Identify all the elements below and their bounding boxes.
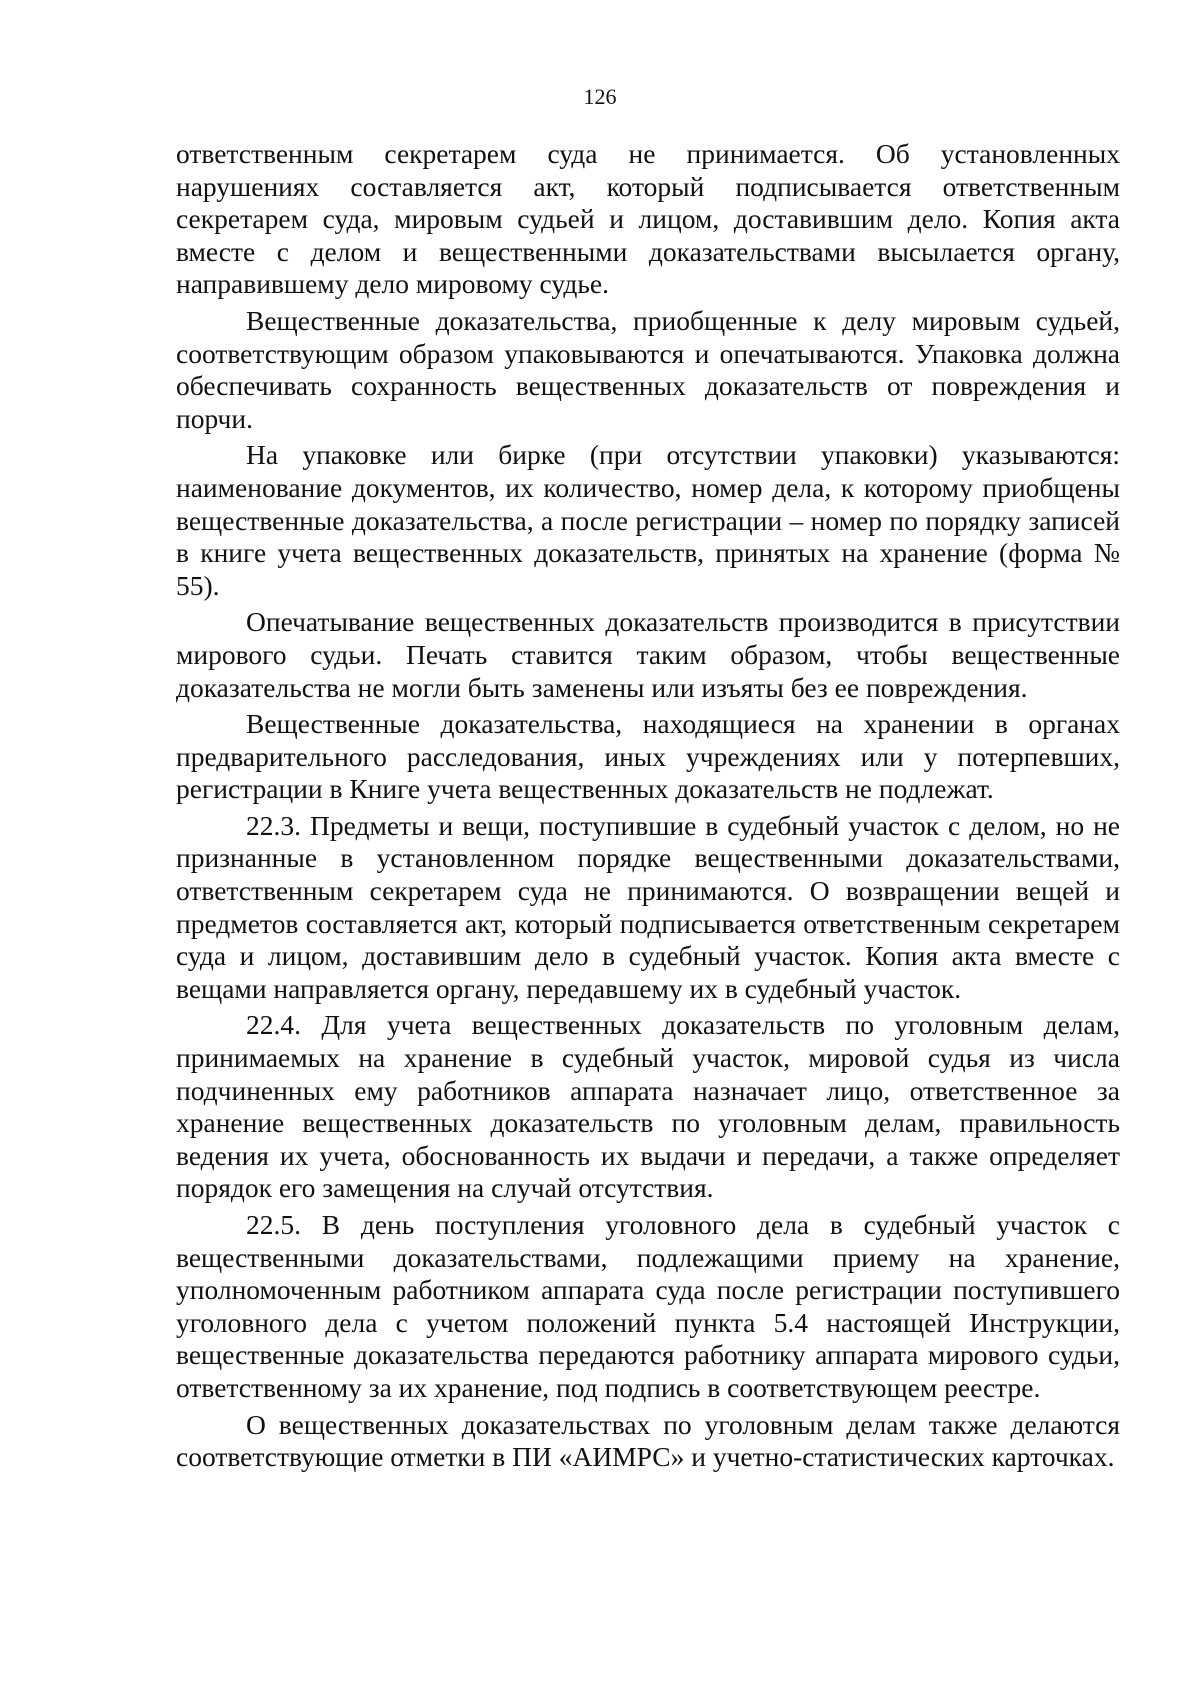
paragraph-3: На упаковке или бирке (при отсутствии упаковки) указываются: наименование документов, их количество, номер дела, к которому приобщены вещественные доказательства, а после регистрации – номер по порядку записей в книге учета вещественных доказательств, принятых на хранение (форма № 55).: [176, 439, 1120, 601]
paragraph-2: Вещественные доказательства, приобщенные к делу мировым судьей, соответствующим образом упаковываются и опечатываются. Упаковка должна обеспечивать сохранность вещественных доказательств от повреждения и порчи.: [176, 304, 1120, 434]
paragraph-4: Опечатывание вещественных доказательств производится в присутствии мирового судьи. Печать ставится таким образом, чтобы вещественные доказательства не могли быть заменены или изъяты без ее повреждения.: [176, 606, 1120, 703]
paragraph-8: 22.5. В день поступления уголовного дела в судебный участок с вещественными доказательствами, подлежащими приему на хранение, уполномоченным работником аппарата суда после регистрации поступившего уголовного дела с учетом положений пункта 5.4 настоящей Инструкции, вещественные доказательства передаются работнику аппарата мирового судьи, ответственному за их хранение, под подпись в соответствующем реестре.: [176, 1209, 1120, 1403]
paragraph-6: 22.3. Предметы и вещи, поступившие в судебный участок с делом, но не признанные в установленном порядке вещественными доказательствами, ответственным секретарем суда не принимаются. О возвращении вещей и предметов составляется акт, который подписывается ответственным секретарем суда и лицом, доставившим дело в судебный участок. Копия акта вместе с вещами направляется органу, передавшему их в судебный участок.: [176, 809, 1120, 1004]
page-number: 126: [583, 84, 617, 109]
paragraph-9: О вещественных доказательствах по уголовным делам также делаются соответствующие отметки в ПИ «АИМРС» и учетно-статистических карточках.: [176, 1408, 1120, 1473]
paragraph-1: ответственным секретарем суда не принимается. Об установленных нарушениях составляется акт, который подписывается ответственным секретарем суда, мировым судьей и лицом, доставившим дело. Копия акта вместе с делом и вещественными доказательствами высылается органу, направившему дело мировому судье.: [176, 138, 1120, 300]
paragraph-7: 22.4. Для учета вещественных доказательств по уголовным делам, принимаемых на хранение в судебный участок, мировой судья из числа подчиненных ему работников аппарата назначает лицо, ответственное за хранение вещественных доказательств по уголовным делам, правильность ведения их учета, обоснованность их выдачи и передачи, а также определяет порядок его замещения на случай отсутствия.: [176, 1009, 1120, 1204]
document-body: [176, 138, 1120, 1474]
paragraph-5: Вещественные доказательства, находящиеся на хранении в органах предварительного расследования, иных учреждениях или у потерпевших, регистрации в Книге учета вещественных доказательств не подлежат.: [176, 708, 1120, 805]
